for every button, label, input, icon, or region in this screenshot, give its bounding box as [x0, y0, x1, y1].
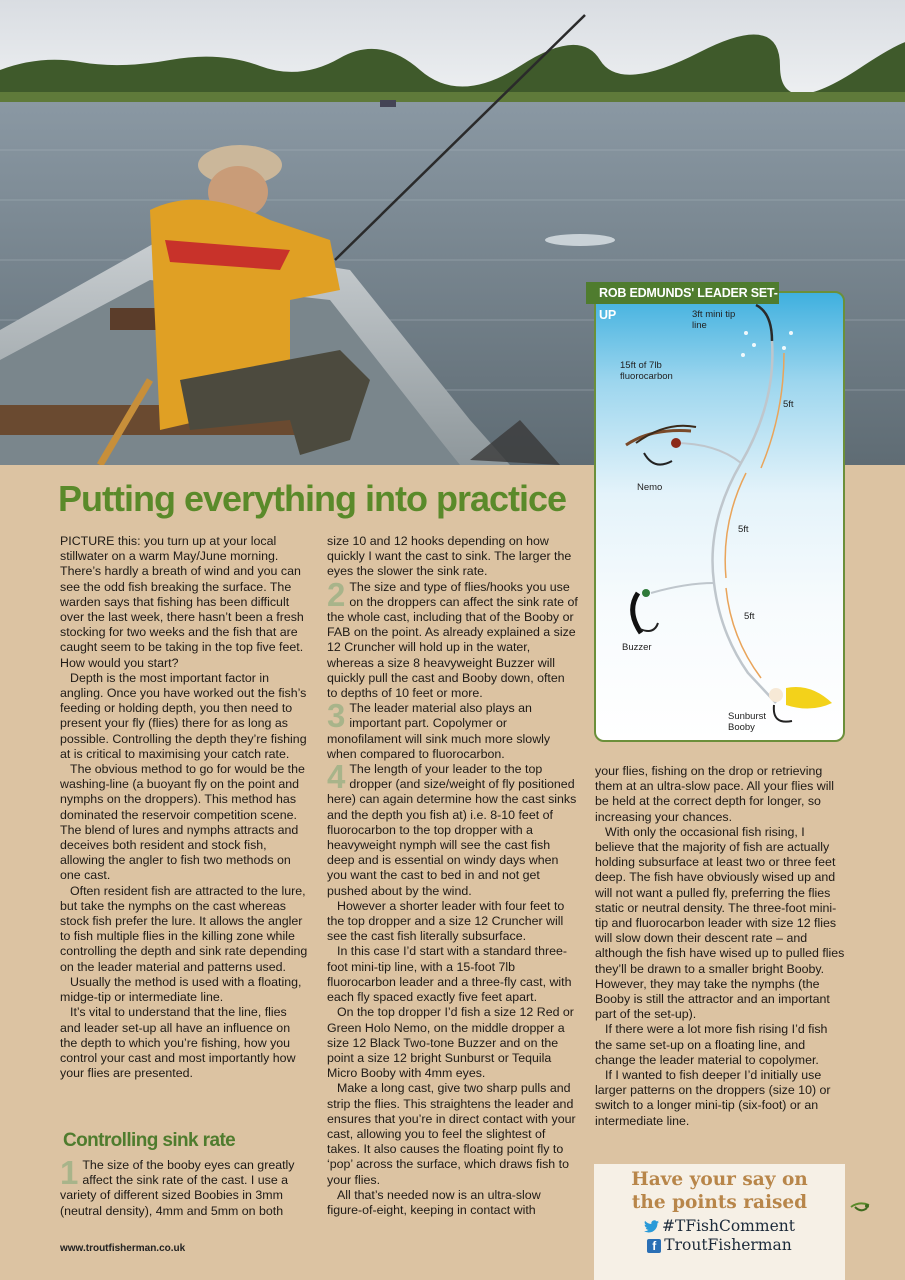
- column-1: [60, 534, 310, 1081]
- paragraph: Usually the method is used with a floating, midge-tip or intermediate line.: [60, 974, 302, 1005]
- column-1-numbered: [60, 1154, 310, 1219]
- paragraph: It’s vital to understand that the line, flies and leader set-up all have an influence on the depth to which you’re fishing, how you control your cast and most importantly how your flies are presented.: [60, 1005, 296, 1081]
- fly-icon: [849, 1199, 871, 1215]
- website-url[interactable]: www.troutfisherman.co.uk: [60, 1243, 186, 1254]
- paragraph: PICTURE this: you turn up at your local stillwater on a warm May/June morning. There’s hardly a breath of wind and you can see the odd fish breaking the surface. The warden says that fishing has been difficult over the last week, there hasn’t been a fresh stocking for two weeks and the fish that are caught seem to be taking in the top five feet. How would you start?: [60, 534, 304, 670]
- paragraph: If I wanted to fish deeper I’d initially use larger patterns on the droppers (size 10) or switch to a longer mini-tip (six-foot) or an intermediate line.: [595, 1068, 831, 1128]
- fluorocarbon-label: 15ft of 7lb fluorocarbon: [620, 360, 673, 382]
- length-label-2: 5ft: [738, 524, 749, 535]
- leader-diagram: [594, 291, 845, 742]
- numbered-point: 3 The leader material also plays an important part. Copolymer or monofilament will sink much more slowly when compared to fluorocarbon.: [327, 697, 551, 761]
- nemo-label: Nemo: [637, 482, 663, 493]
- facebook-handle[interactable]: f TroutFisherman: [594, 1236, 845, 1255]
- length-label-3: 5ft: [744, 611, 755, 622]
- twitter-handle[interactable]: #TFishComment: [594, 1217, 845, 1236]
- have-your-say-box: [594, 1164, 845, 1280]
- column-3: [595, 764, 847, 1129]
- paragraph: If there were a lot more fish rising I’d fish the same set-up on a floating line, and change the leader material to copolymer.: [595, 1022, 828, 1067]
- length-label-1: 5ft: [783, 399, 794, 410]
- booby-label: Sunburst Booby: [728, 711, 767, 733]
- numbered-point: 4 The length of your leader to the top dropper (and size/weight of fly positioned here) can again determine how the cast sinks and the depth you fish at) i.e. 8-10 feet of fluorocarbon to the top dropper with a heavyweight nymph will see the cast fish deep and is essential on windy days when you want the cast to bed in and not get pushed about by the wind.: [327, 758, 577, 898]
- subhead: Controlling sink rate: [63, 1130, 236, 1151]
- paragraph: Depth is the most important factor in angling. Once you have worked out the fish’s feeding or holding depth, you then need to present your fly (flies) there for as long as possible. Controlling the depth they’re fishing at is critical to maximising your catch rate.: [60, 670, 307, 761]
- diagram-title: ROB EDMUNDS' LEADER SET-UP: [586, 282, 779, 304]
- paragraph: All that’s needed now is an ultra-slow figure-of-eight, keeping in contact with: [327, 1187, 541, 1217]
- booby-fly-icon: [769, 687, 832, 722]
- paragraph: On the top dropper I’d fish a size 12 Red or Green Holo Nemo, on the middle dropper a size 12 Black Two-tone Buzzer and on the point a size 12 bright Sunburst or Tequila Micro Booby with 4mm eyes.: [327, 1005, 574, 1081]
- paragraph: However a shorter leader with four feet to the top dropper and a size 12 Cruncher will see the cast fish literally subsurface.: [327, 898, 565, 944]
- point-number: 3: [327, 697, 346, 735]
- paragraph: Often resident fish are attracted to the lure, but take the nymphs on the cast whereas stock fish prefer the lure. It allows the angler to fish multiple flies in the killing zone while controlling the depth and sink rate depending on the leader material and patterns used.: [60, 883, 308, 974]
- twitter-icon: [644, 1220, 659, 1233]
- column-2: [327, 534, 578, 1218]
- numbered-point: 2 The size and type of flies/hooks you use on the droppers can affect the sink rate of the whole cast, including that of the Booby or FAB on the point. As already explained a size 12 Cruncher will hold up in the water, whereas a size 8 heavyweight Buzzer will quickly pull the cast and Booby down, often to depths of 10 feet or more.: [327, 575, 578, 701]
- numbered-point: 1 The size of the booby eyes can greatly affect the sink rate of the cast. I use a variety of different sized Boobies in 3mm (neutral density), 4mm and 5mm on both: [60, 1154, 295, 1218]
- paragraph: Make a long cast, give two sharp pulls and strip the flies. This straightens the leader and ensures that you’re in direct contact with your cast, allowing you to feel the slightest of takes. It also causes the floating point fly to ‘pop’ across the surface, which draws fish to your flies.: [327, 1081, 576, 1187]
- paragraph: In this case I’d start with a standard three-foot mini-tip line, with a 15-foot 7lb fluorocarbon leader and a three-fly cast, with each fly spaced exactly five feet apart.: [327, 944, 572, 1005]
- point-number: 4: [327, 758, 346, 796]
- headline: Putting everything into practice: [58, 478, 567, 519]
- paragraph: size 10 and 12 hooks depending on how quickly I want the cast to sink. The larger the eyes the slower the sink rate.: [327, 534, 572, 579]
- paragraph: The obvious method to go for would be the washing-line (a buoyant fly on the point and nymphs on the droppers). This method has dominated the reservoir competition scene. The blend of lures and nymphs attracts and deceives both resident and stock fish, allowing the angler to fish two methods on one cast.: [60, 762, 305, 883]
- nemo-fly-icon: [626, 426, 696, 465]
- point-number: 1: [60, 1154, 79, 1191]
- point-number: 2: [327, 575, 346, 613]
- sayit-heading: Have your say on the points raised: [631, 1169, 808, 1213]
- buzzer-fly-icon: [633, 589, 658, 633]
- paragraph: With only the occasional fish rising, I believe that the majority of fish are actually holding subsurface at least two or three feet deep. The fish have obviously wised up and will not want a pulled fly, preferring the flies static or neutral density. The three-foot mini-tip and fluorocarbon leader with size 12 flies will slow down their descent rate – and although the fish have wised up to pulled flies they’ll be drawn to a smaller bright Booby. However, they may take the nymphs (the Booby is still the attractor and an important part of the set-up).: [595, 824, 845, 1022]
- facebook-icon: f: [647, 1239, 661, 1253]
- paragraph: your flies, fishing on the drop or retrieving them at an ultra-slow pace. All your flies will be held at the correct depth for longer, so increasing your chances.: [595, 764, 834, 824]
- buzzer-label: Buzzer: [622, 642, 652, 653]
- mini-tip-label: 3ft mini tip line: [692, 309, 736, 331]
